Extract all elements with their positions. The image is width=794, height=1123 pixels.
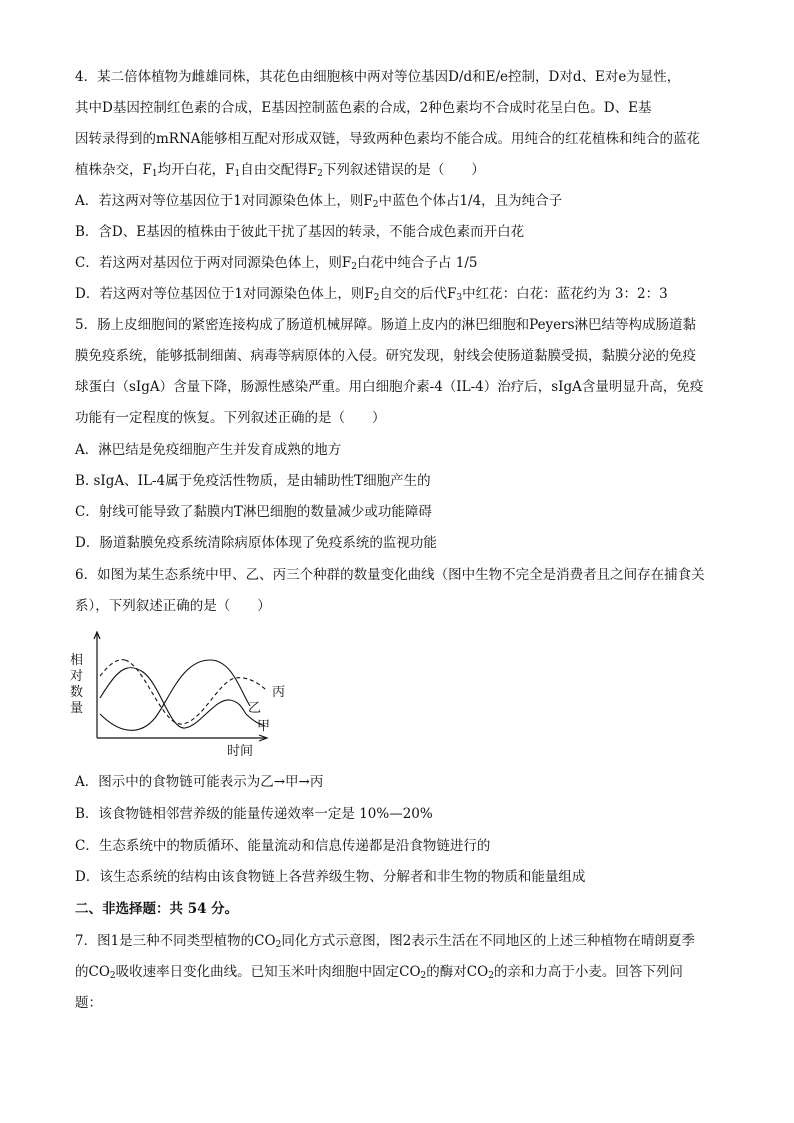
q4-stem-line4: 植株杂交，$F_1$均开白花，$F_1$自由交配得$F_2$下列叙述错误的是（ ）: [75, 162, 485, 179]
q6-option-a: A．图示中的食物链可能表示为乙→甲→丙: [75, 774, 324, 790]
label-bing: 丙: [272, 685, 286, 700]
q4-option-d: D．若这两对等位基因位于1对同源染色体上，则$F_2$自交的后代$F_3$中红花：白花：蓝花约为 3：2：3: [75, 286, 668, 303]
q5-stem-line1: 5．肠上皮细胞间的紧密连接构成了肠道机械屏障。肠道上皮内的淋巴细胞和Peyers淋巴结等构成肠道黏: [75, 317, 697, 333]
curve-jia: [100, 668, 246, 728]
label-jia: 甲: [257, 719, 271, 734]
q6-option-b: B．该食物链相邻营养级的能量传递效率一定是 10%—20%: [75, 806, 433, 822]
q5-option-b: B. sIgA、IL-4属于免疫活性物质，是由辅助性T细胞产生的: [75, 473, 431, 489]
q4-option-c: C．若这两对基因位于两对同源染色体上，则$F_2$白花中纯合子占 1/5: [75, 255, 478, 272]
q4-option-b: B．含D、E基因的植株由于彼此干扰了基因的转录，不能合成色素而开白花: [75, 224, 525, 240]
q7-stem-line3: 题：: [75, 995, 102, 1011]
label-yi: 乙: [248, 701, 262, 716]
q5-option-a: A．淋巴结是免疫细胞产生并发育成熟的地方: [75, 442, 342, 458]
q5-option-c: C．射线可能导致了黏膜内T淋巴细胞的数量减少或功能障碍: [75, 504, 432, 520]
population-curve-figure: [70, 628, 300, 760]
curve-bing-start: [100, 660, 125, 676]
q6-stem-line1: 6．如图为某生态系统中甲、乙、丙三个种群的数量变化曲线（图中生物不完全是消费者且之间存在捕食关: [75, 567, 705, 583]
q4-option-a: A．若这两对等位基因位于1对同源染色体上，则$F_2$中蓝色个体占1/4，且为纯合子: [75, 193, 563, 210]
q4-stem-line1: 4．某二倍体植物为雌雄同株，其花色由细胞核中两对等位基因D/d和E/e控制，D对d、E对e为显性，: [75, 69, 681, 85]
curve-bing: [125, 660, 266, 724]
ylabel-char-3: 数: [70, 685, 84, 700]
q7-stem-line1: 7．图1是三种不同类型植物的$CO_2$同化方式示意图，图2表示生活在不同地区的上述三种植物在晴朗夏季: [75, 933, 695, 950]
q5-stem-line4: 功能有一定程度的恢复。下列叙述正确的是（ ）: [75, 410, 386, 426]
q4-stem-line3: 因转录得到的mRNA能够相互配对形成双链，导致两种色素均不能合成。用纯合的红花植株和纯合的蓝花: [75, 131, 701, 147]
q6-option-c: C．生态系统中的物质循环、能量流动和信息传递都是沿食物链进行的: [75, 838, 491, 854]
q5-stem-line2: 膜免疫系统，能够抵制细菌、病毒等病原体的入侵。研究发现，射线会使肠道黏膜受损，黏膜分泌的免疫: [75, 348, 696, 364]
ylabel-char-2: 对: [70, 669, 84, 684]
q7-stem-line2: 的$CO_2$吸收速率日变化曲线。已知玉米叶肉细胞中固定$CO_2$的酶对$CO_2$的亲和力高于小麦。回答下列问: [75, 964, 683, 981]
q5-stem-line3: 球蛋白（sIgA）含量下降，肠源性感染严重。用白细胞介素-4（IL-4）治疗后，sIgA含量明显升高，免疫: [75, 379, 704, 395]
ylabel-char-1: 相: [70, 653, 84, 668]
q5-option-d: D．肠道黏膜免疫系统清除病原体体现了免疫系统的监视功能: [75, 535, 437, 551]
xlabel: 时间: [227, 744, 254, 759]
q4-stem-line2: 其中D基因控制红色素的合成，E基因控制蓝色素的合成，2种色素均不合成时花呈白色。D、E基: [75, 100, 652, 116]
section-heading: 二、非选择题：共 54 分。: [75, 901, 239, 917]
q6-stem-line2: 系），下列叙述正确的是（ ）: [75, 598, 271, 614]
q6-option-d: D．该生态系统的结构由该食物链上各营养级生物、分解者和非生物的物质和能量组成: [75, 869, 586, 885]
ylabel-char-4: 量: [70, 701, 84, 716]
